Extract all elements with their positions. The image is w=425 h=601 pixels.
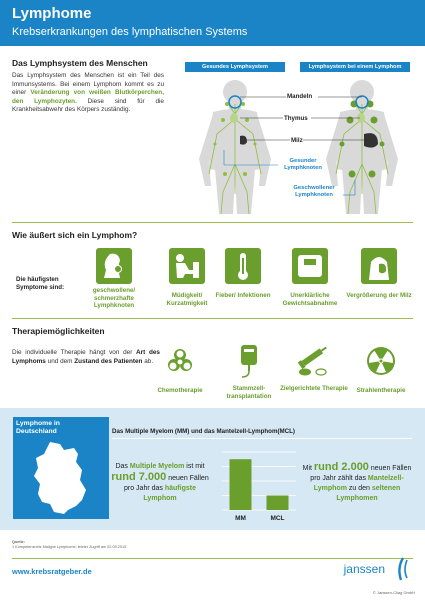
symptom-label-muedigkeit: Müdigkeit/ Kurzatmigkeit [166,292,208,307]
therapy-label-strahlen: Strahlentherapie [356,387,406,394]
symptom-label-milz: Vergrößerung der Milz [346,292,412,299]
divider-2 [12,318,413,319]
panel-tab-label: Lymphome in Deutschland [16,420,60,435]
syringe-pill-icon [295,344,333,378]
label-thymus: Thymus [284,115,308,122]
source-note: Quelle: 1 Kompetenznetz Maligne Lymphome; letzter Zugriff am 02.09.2015 [12,540,127,549]
mm-statement: Das Multiple Myelom ist mit rund 7.000 neuen Fällen pro Jahr das häufigste Lymphom [111,463,209,502]
page-subtitle: Krebserkrankungen des lymphatischen Systems [12,26,248,38]
label-geschwollener-lymphknoten: Geschwollener Lymphknoten [293,185,335,198]
therapy-label-zielgerichtet: Zielgerichtete Therapie [280,385,348,392]
therapie-text: Die individuelle Therapie hängt von der Art des Lymphoms und dem Zustand des Patienten ab. [12,349,160,365]
label-milz: Milz [291,137,303,144]
copyright: © Janssen-Cilag GmbH [372,590,415,595]
radiation-icon [366,346,396,376]
tired-person-icon [169,248,205,284]
chart-title: Das Multiple Myelom (MM) und das Mantelzell-Lymphom(MCL) [112,428,295,435]
divider-1 [12,222,413,223]
lymphsystem-text: Das Lymphsystem des Menschen ist ein Teil des Immunsystems. Bei einem Lymphom kommt es zu einer Veränderung von weißen Blutkörperchen, den Lymphozyten. Diese sind für die Krankheitsabwehr des Körpers zuständig. [12,72,164,114]
symptom-label-fieber: Fieber/ Infektionen [215,292,271,299]
label-mandeln: Mandeln [287,93,313,100]
mcl-statement: Mit rund 2.000 neuen Fällen pro Jahr zählt das Mantelzell-Lymphom zu den seltenen Lymphomen [302,461,412,502]
symptom-label-lymphknoten: geschwollene/ schmerzhafte Lymphknoten [92,287,136,310]
iv-bag-icon [236,343,262,379]
thermometer-icon [225,248,261,284]
swollen-neck-icon [96,248,132,284]
section-title-therapie: Therapiemöglichkeiten [12,326,105,336]
janssen-logo-mark-icon [391,556,411,582]
janssen-logo: janssen [343,562,385,576]
scale-icon [292,248,328,284]
therapy-label-chemo: Chemotherapie [157,387,203,394]
germany-map-icon [30,440,90,516]
footer-url-link[interactable]: www.krebsratgeber.de [12,567,92,576]
tick-label-mcl: MCL [270,515,285,522]
spleen-icon [361,248,397,284]
therapy-label-stammzell: Stammzell- transplantation [226,385,272,400]
page-title: Lymphome [12,5,92,22]
symptom-label-gewicht: Unerklärliche Gewichtsabnahme [282,292,338,307]
divider-footer [12,558,413,559]
section-title-symptome: Wie äußert sich ein Lymphom? [12,230,138,240]
label-gesunder-lymphknoten: Gesunder Lymphknoten [284,158,322,171]
bar-mm [230,459,252,510]
bar-lymphoma: Lymphsystem bei einem Lymphom [300,62,410,72]
bar-mcl [267,496,289,511]
section-title-lymphsystem: Das Lymphsystem des Menschen [12,58,148,68]
bar-healthy: Gesundes Lymphsystem [185,62,285,72]
tick-label-mm: MM [235,515,246,522]
biohazard-icon [165,346,195,376]
chart-title-rule [112,438,412,439]
symptoms-intro: Die häufigsten Symptome sind: [16,276,65,291]
bar-chart [218,448,300,526]
